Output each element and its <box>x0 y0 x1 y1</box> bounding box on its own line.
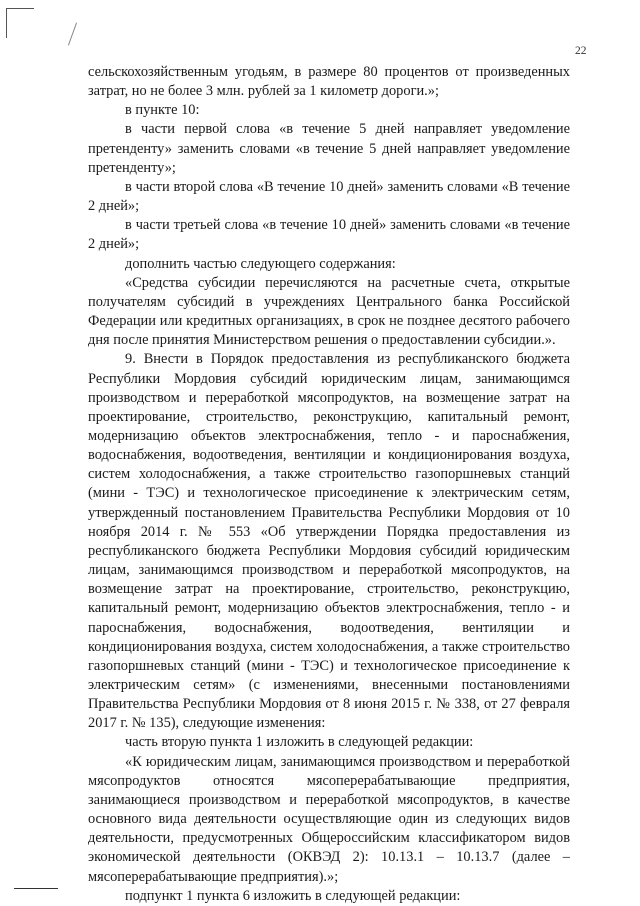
document-body <box>88 63 570 906</box>
paragraph: в пункте 10: <box>125 102 200 119</box>
paragraph: дополнить частью следующего содержания: <box>125 255 396 272</box>
paragraph: в части второй слова «В течение 10 дней» заменить словами «В течение 2 дней»; <box>88 178 570 215</box>
scan-pen-mark <box>68 23 77 46</box>
paragraph: «К юридическим лицам, занимающимся производством и переработкой мясопродуктов относятся мясоперерабатывающие предприятия, занимающиеся производством и переработкой мясопродуктов, в качестве основного вида деятельности осуществляющие один из следующих видов деятельности, предусмотренных Общероссийским классификатором видов экономической деятельности (ОКВЭД 2): 10.13.1 – 10.13.7 (далее – мясоперерабатывающие предприятия).»; <box>88 753 570 885</box>
paragraph: подпункт 1 пункта 6 изложить в следующей редакции: <box>125 887 461 904</box>
scan-corner-mark <box>6 8 34 9</box>
paragraph: в части первой слова «в течение 5 дней направляет уведомление претенденту» заменить словами «в течение 5 дней направляет уведомление претенденту»; <box>88 121 570 176</box>
page-number: 22 <box>575 45 587 57</box>
scan-corner-mark-vertical <box>6 8 7 38</box>
paragraph: сельскохозяйственным угодьям, в размере 80 процентов от произведенных затрат, но не более 3 млн. рублей за 1 километр дороги.»; <box>88 64 570 100</box>
paragraph: 9. Внести в Порядок предоставления из республиканского бюджета Республики Мордовия субсидий юридическим лицам, занимающимся производством и переработкой мясопродуктов, на возмещение затрат на проектирование, строительство, реконструкцию, капитальный ремонт, модернизацию объектов электроснабжения, тепло - и пароснабжения, водоснабжения, водоотведения, вентиляции и кондиционирования воздуха, систем холодоснабжения, а также строительство газопоршневых станций (мини - ТЭС) и технологическое присоединение к электрическим сетям, утвержденный постановлением Правительства Республики Мордовия от 10 ноября 2014 г. № 553 «Об утверждении Порядка предоставления из республиканского бюджета Республики Мордовия субсидий юридическим лицам, занимающимся производством и переработкой мясопродуктов, на возмещение затрат на проектирование, строительство, реконструкцию, капитальный ремонт, модернизацию объектов электроснабжения, тепло - и пароснабжения, водоснабжения, водоотведения, вентиляции и кондиционирования воздуха, систем холодоснабжения, а также строительство газопоршневых станций (мини - ТЭС) и технологическое присоединение к электрическим сетям» (с изменениями, внесенными постановлениями Правительства Республики Мордовия от 8 июня 2015 г. № 338, от 27 февраля 2017 г. № 135), следующие изменения: <box>88 351 570 732</box>
scan-footer-mark <box>14 888 58 889</box>
paragraph: часть вторую пункта 1 изложить в следующей редакции: <box>125 734 474 751</box>
paragraph: в части третьей слова «в течение 10 дней» заменить словами «в течение 2 дней»; <box>88 217 570 253</box>
paragraph: «Средства субсидии перечисляются на расчетные счета, открытые получателям субсидий в учреждениях Центрального банка Российской Федерации или кредитных организациях, в срок не позднее десятого рабочего дня после принятия Министерством решения о предоставлении субсидии.». <box>88 274 570 349</box>
